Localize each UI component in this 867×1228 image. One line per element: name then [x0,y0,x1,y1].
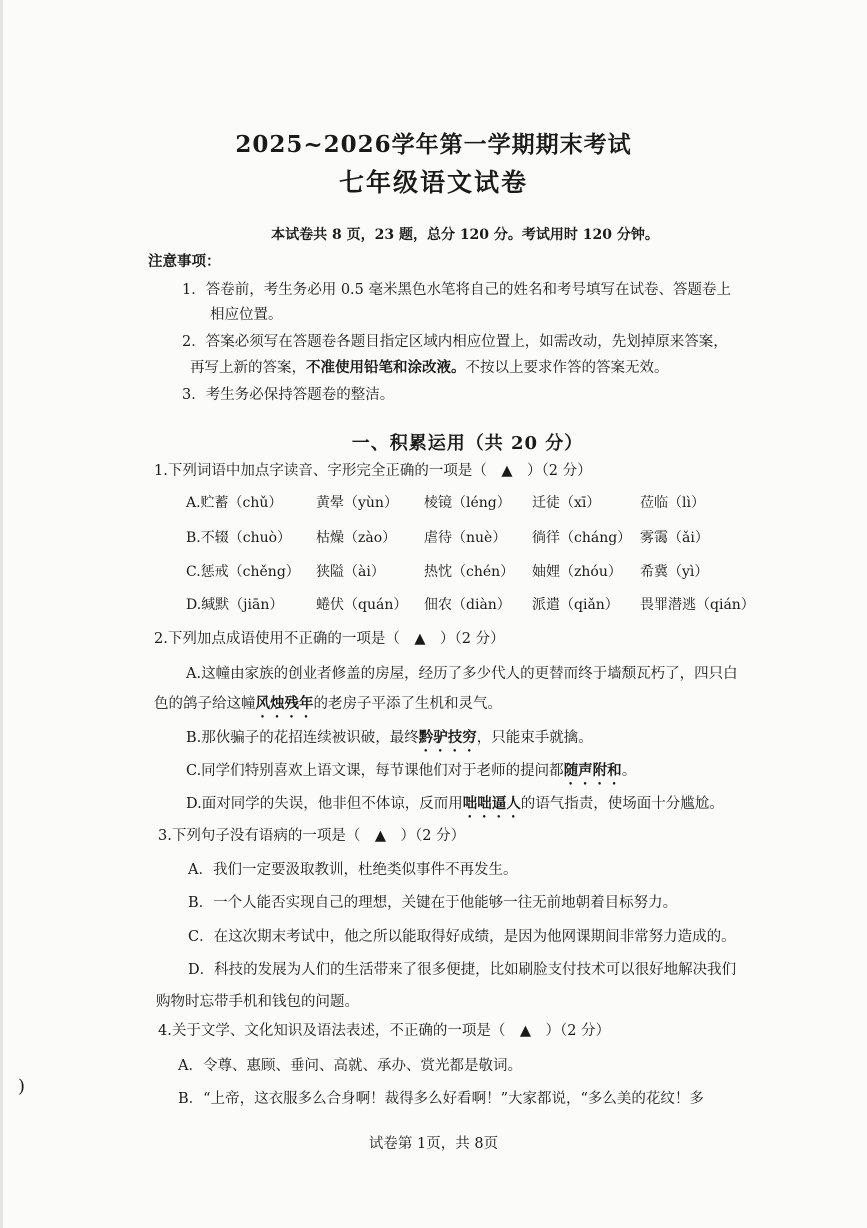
q4-stem: 4.关于文学、文化知识及语法表述，不正确的一项是（ ▲ ）（2 分） [158,1023,611,1039]
q2-option-c [186,759,636,788]
q1-a-2: 黄晕（yùn） [316,495,398,511]
q2-option-a-cont [154,692,502,721]
note-2-text: 再写上新的答案， [190,360,306,376]
q4-option-b: B．“上帝，这衣服多么合身啊！裁得多么好看啊！”大家都说，“多么美的花纹！多 [178,1091,704,1107]
q1-b-4: 徜徉（cháng） [532,530,632,546]
q1-b-2: 枯燥（zào） [316,530,397,546]
q2-a-tail: 的老房子平添了生机和灵气。 [313,696,502,712]
q2-stem: 2.下列加点成语使用不正确的一项是（ ▲ ）（2 分） [154,631,505,647]
q2-a-idiom: 风烛残年 [255,695,314,712]
q2-c-tail: 。 [621,763,637,779]
q3-option-b: B．一个人能否实现自己的理想，关键在于他能够一往无前地朝着目标努力。 [188,895,678,911]
q1-stem: 1.下列词语中加点字读音、字形完全正确的一项是（ ▲ ）（2 分） [154,463,592,479]
q2-b-idiom: 黔驴技穷 [418,729,477,746]
q2-b-text: B.那伙骗子的花招连续被识破，最终 [186,730,419,746]
q1-a-3: 棱镜（léng） [424,495,511,511]
q1-b-3: 虐待（nuè） [424,530,507,546]
q2-option-a: A.这幢由家族的创业者修盖的房屋，经历了多少代人的更替而终于墙颓瓦朽了，四只白 [186,666,738,682]
q1-b-5: 雾霭（ǎi） [640,530,709,546]
q3-option-c: C．在这次期末考试中，他之所以能取得好成绩，是因为他网课期间非常努力造成的。 [188,929,736,945]
q1-c-3: 热忱（chén） [424,564,515,580]
exam-info: 本试卷共 8 页，23 题，总分 120 分。考试用时 120 分钟。 [271,227,659,243]
note-1-cont: 相应位置。 [210,307,283,323]
q3-option-d-cont: 购物时忘带手机和钱包的问题。 [156,994,359,1010]
q1-a-1: A.贮蓄（chǔ） [186,495,283,511]
page-footer: 试卷第 1页，共 8页 [368,1136,499,1152]
q1-b-1: B.不辍（chuò） [186,530,292,546]
note-3: 3．考生务必保持答题卷的整洁。 [182,387,395,403]
q1-a-5: 莅临（lì） [640,495,705,511]
exam-subtitle: 七年级语文试卷 [338,168,528,197]
q1-c-5: 希冀（yì） [640,564,709,580]
q3-option-a: A．我们一定要汲取教训，杜绝类似事件不再发生。 [188,862,518,878]
q2-b-tail: ，只能束手就擒。 [476,730,593,746]
q2-a-text: 色的鸽子给这幢 [154,696,256,712]
q4-option-a: A．令尊、惠顾、垂问、高就、承办、赏光都是敬词。 [178,1058,522,1074]
exam-title: 2025~2026学年第一学期期末考试 [235,131,632,158]
section-title: 一、积累运用（共 20 分） [351,433,584,454]
q2-option-d [186,792,724,821]
q2-c-text: C.同学们特别喜欢上语文课，每节课他们对于老师的提问都 [186,763,564,779]
q2-d-tail: 的语气指责，使场面十分尴尬。 [520,796,724,812]
q1-d-4: 派遣（qiǎn） [532,597,619,613]
q2-d-idiom: 咄咄逼人 [462,795,521,812]
note-2-bold: 不准使用铅笔和涂改液。 [306,359,466,376]
q1-d-3: 佃农（diàn） [424,597,511,613]
note-2: 2．答案必须写在答题卷各题目指定区域内相应位置上，如需改动，先划掉原来答案， [182,334,728,350]
note-2-cont [190,356,669,377]
q1-c-1: C.惩戒（chěng） [186,564,300,580]
q2-c-idiom: 随声附和 [563,762,622,779]
q1-d-5: 畏罪潜逃（qián） [640,597,755,613]
margin-mark: ) [18,1076,26,1097]
notes-heading: 注意事项： [148,253,221,270]
q1-a-4: 迁徒（xī） [532,495,601,511]
q2-option-b [186,726,593,755]
note-2-tail: 不按以上要求作答的答案无效。 [465,360,669,376]
q1-d-1: D.缄默（jiān） [186,597,284,613]
q2-d-text: D.面对同学的失误，他非但不体谅，反而用 [186,796,463,812]
q1-d-2: 蜷伏（quán） [316,597,408,613]
q3-option-d: D．科技的发展为人们的生活带来了很多便捷，比如刷脸支付技术可以很好地解决我们 [188,962,737,978]
note-1: 1．答卷前，考生务必用 0.5 毫米黑色水笔将自己的姓名和考号填写在试卷、答题卷上 [182,282,732,298]
q3-stem: 3.下列句子没有语病的一项是（ ▲ ）（2 分） [158,828,466,844]
q1-c-4: 妯娌（zhóu） [532,564,622,580]
q1-c-2: 狭隘（ài） [316,564,385,580]
